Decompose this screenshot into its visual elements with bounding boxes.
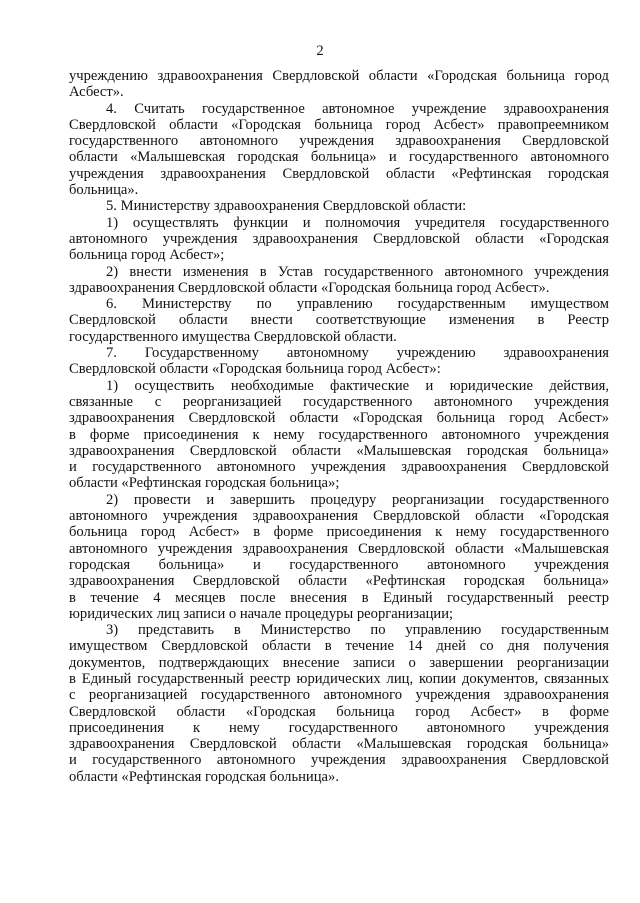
paragraph [69,622,609,785]
text-line: 1) осуществлять функции и полномочия учредителя государственного [106,214,609,231]
paragraph [69,198,609,214]
text-line: области «Рефтинская городская больница». [69,768,339,785]
paragraph [69,68,609,101]
text-line: Свердловской области «Городская больница город Асбест» правопреемником [69,116,609,133]
text-line: Свердловской области «Городская больница город Асбест»: [69,361,441,378]
text-line: здравоохранения Свердловской области «Городская больница город Асбест». [69,279,550,296]
text-line: больница город Асбест» в форме присоединения к нему государственного [69,524,609,541]
text-line: в течение 4 месяцев после внесения в Единый государственный реестр [69,589,609,606]
text-line: больница». [69,182,139,199]
text-line: в Единый государственный реестр юридических лиц, копии документов, связанных [69,670,609,687]
paragraph [69,378,609,492]
text-line: с реорганизацией государственного автономного учреждения здравоохранения [69,687,609,704]
text-line: здравоохранения Свердловской области «Городская больница город Асбест» [69,410,609,427]
text-line: 6. Министерству по управлению государственным имуществом [106,296,609,313]
paragraph [69,296,609,345]
text-line: связанные с реорганизацией государственного автономного учреждения [69,393,609,410]
document-body [69,68,609,785]
text-line: в форме присоединения к нему государственного автономного учреждения [69,426,609,443]
paragraph [69,492,609,622]
text-line: имуществом Свердловской области в течение 14 дней со дня получения [69,638,609,655]
text-line: 1) осуществить необходимые фактические и юридические действия, [106,377,609,394]
text-line: 7. Государственному автономному учреждению здравоохранения [106,345,609,362]
text-line: присоединения к нему государственного автономного учреждения [69,719,609,736]
text-line: области «Малышевская городская больница» и государственного автономного [69,149,609,166]
text-line: 2) провести и завершить процедуру реорганизации государственного [106,491,609,508]
text-line: городская больница» и государственного автономного учреждения [69,556,609,573]
text-line: автономного учреждения здравоохранения Свердловской области «Городская [69,230,609,247]
text-line: здравоохранения Свердловской области «Рефтинская городская больница» [69,573,609,590]
text-line: и государственного автономного учреждения здравоохранения Свердловской [69,752,609,769]
text-line: больница город Асбест»; [69,247,225,264]
paragraph [69,345,609,378]
text-line: 2) внести изменения в Устав государственного автономного учреждения [106,263,609,280]
text-line: учреждению здравоохранения Свердловской области «Городская больница город [69,68,609,84]
paragraph [69,101,609,199]
text-line: 4. Считать государственное автономное учреждение здравоохранения [106,100,609,117]
paragraph [69,215,609,264]
text-line: документов, подтверждающих внесение записи о завершении реорганизации [69,654,609,671]
text-line: государственного имущества Свердловской области. [69,328,397,345]
text-line: Свердловской области «Городская больница город Асбест» в форме [69,703,609,720]
text-line: здравоохранения Свердловской области «Малышевская городская больница» [69,442,609,459]
text-line: Асбест». [69,84,124,101]
text-line: 3) представить в Министерство по управлению государственным [106,622,609,639]
text-line: учреждения здравоохранения Свердловской области «Рефтинская городская [69,165,609,182]
paragraph [69,264,609,297]
text-line: автономного учреждения здравоохранения Свердловской области «Малышевская [69,540,609,557]
text-line: юридических лиц записи о начале процедуры реорганизации; [69,605,454,622]
text-line: и государственного автономного учреждения здравоохранения Свердловской [69,459,609,476]
page-number: 2 [316,43,324,59]
text-line: государственного автономного учреждения здравоохранения Свердловской [69,133,609,150]
text-line: здравоохранения Свердловской области «Малышевская городская больница» [69,736,609,753]
text-line: автономного учреждения здравоохранения Свердловской области «Городская [69,508,609,525]
text-line: 5. Министерству здравоохранения Свердловской области: [106,198,467,215]
text-line: области «Рефтинская городская больница»; [69,475,340,492]
text-line: Свердловской области внести соответствующие изменения в Реестр [69,312,609,329]
